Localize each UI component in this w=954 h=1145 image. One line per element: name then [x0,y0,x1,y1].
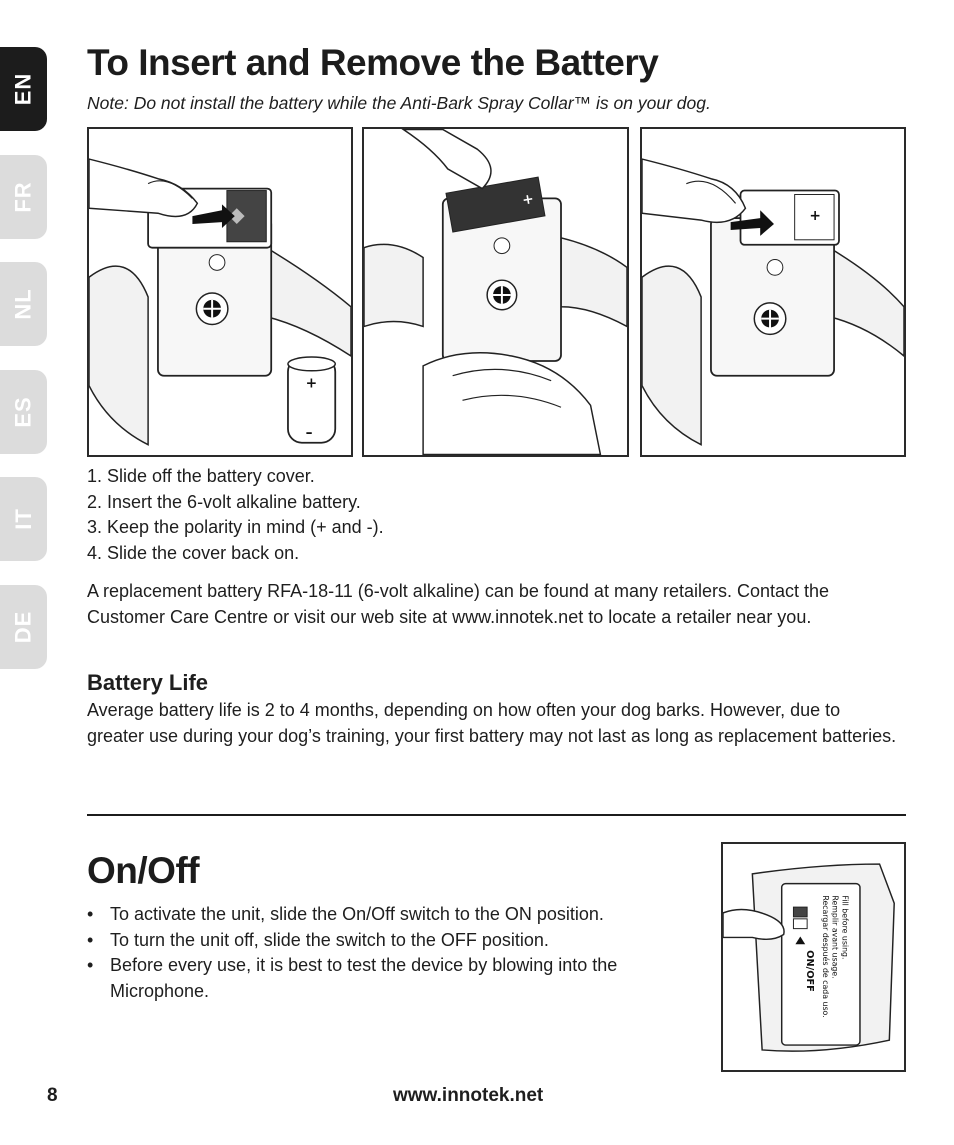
battery-note: Note: Do not install the battery while the Anti-Bark Spray Collar™ is on your dog. [87,93,711,113]
tab-de[interactable] [0,585,47,669]
battery-minus-label: – [305,424,313,441]
illustration-insert-battery [362,127,629,457]
battery-life-text: Average battery life is 2 to 4 months, depending on how often your dog barks. However, due to greater use during your dog’s training, your first battery may not last as long as replacement batteries. [87,700,897,746]
tab-it[interactable] [0,477,47,561]
section-title-battery: To Insert and Remove the Battery [87,42,659,83]
battery-plus-label: + [305,375,318,392]
onoff-switch-label: ON/OFF [804,950,816,992]
tab-en[interactable] [0,47,47,131]
device-label-line: Recargar después de cada uso. [820,895,830,1018]
section-title-onoff: On/Off [87,850,200,891]
tab-label: NL [10,288,36,320]
tab-label: DE [10,610,36,644]
step-item: 3. Keep the polarity in mind (+ and -). [87,517,384,537]
tab-label: EN [10,72,36,106]
bullet-item: • Before every use, it is best to test the device by blowing into the Microphone. [87,955,618,1001]
step-item: 1. Slide off the battery cover. [87,466,315,486]
tab-es[interactable] [0,370,47,454]
svg-text:+: + [809,208,821,225]
section-divider [87,814,906,816]
tab-label: FR [10,181,36,213]
tab-fr[interactable] [0,155,47,239]
tab-label: IT [10,508,36,530]
svg-text:+: + [520,190,536,209]
tab-nl[interactable] [0,262,47,346]
collar-cover-on-drawing [642,129,904,455]
replacement-battery-text: A replacement battery RFA-18-11 (6-volt alkaline) can be found at many retailers. Contact the Customer Care Centre or visit our web site at www.innotek.net to locate a retailer near you. [87,581,830,627]
battery-life-heading: Battery Life [87,670,209,695]
footer-url: www.innotek.net [393,1085,544,1106]
device-label-line: Remplir avant usage. [830,895,840,979]
tab-label: ES [10,396,36,428]
illustration-onoff-switch [721,842,906,1072]
onoff-bullets-list [87,902,687,1004]
onoff-switch-drawing [723,844,904,1070]
battery-steps-list [87,464,384,566]
device-label-line: Fill before using. [840,895,850,960]
illustration-replace-cover [640,127,906,457]
bullet-item: • To activate the unit, slide the On/Off switch to the ON position. [87,904,604,924]
illustration-remove-cover [87,127,353,457]
bullet-item: • To turn the unit off, slide the switch to the OFF position. [87,929,549,950]
page-number: 8 [47,1085,58,1106]
collar-cover-off-drawing [89,129,351,455]
step-item: 2. Insert the 6-volt alkaline battery. [87,491,361,512]
collar-insert-battery-drawing [364,129,627,455]
step-item: 4. Slide the cover back on. [87,542,300,563]
